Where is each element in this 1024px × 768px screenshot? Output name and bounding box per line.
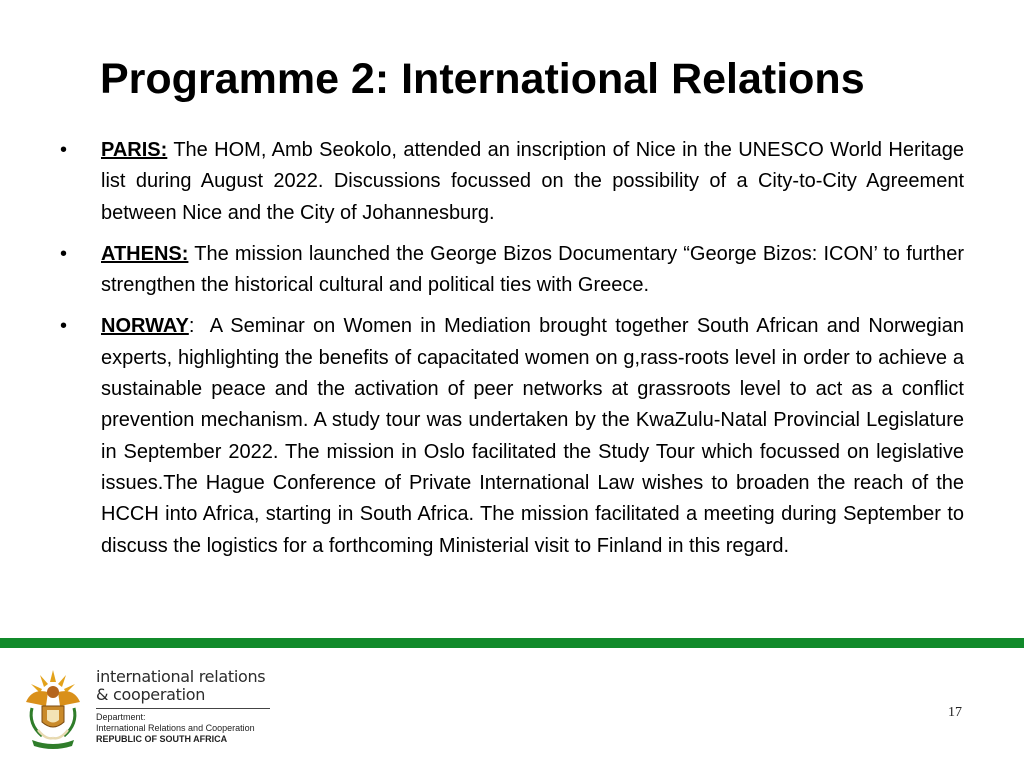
bullet-norway bbox=[60, 311, 964, 561]
bullet-separator: : bbox=[188, 315, 210, 338]
brand-divider bbox=[96, 708, 270, 709]
department-name: International Relations and Cooperation bbox=[96, 723, 255, 733]
country-name: REPUBLIC OF SOUTH AFRICA bbox=[96, 734, 228, 744]
brand-name-line-2: & cooperation bbox=[96, 685, 206, 704]
bullet-dot-icon: • bbox=[60, 242, 68, 265]
bullet-body: A Seminar on Women in Mediation brought together South African and Norwegian experts, highlighting the benefits of capacitated women on g,rass-roots level in order to achieve a sustainable peace and the activation of peer networks at grassroots level to act as a conflict prevention mechanism. A study tour was undertaken by the KwaZulu-Natal Provincial Legislature in September 2022. The mission in Oslo facilitated the Study Tour which focussed on legislative issues.The Hague Conference of Private International Law wishes to broaden the reach of the HCCH into Africa, starting in South Africa. The mission facilitated a meeting during September to discuss the logistics for a forthcoming Ministerial visit to Finland in this regard. bbox=[101, 315, 964, 557]
bullet-keyword: ATHENS: bbox=[101, 242, 189, 265]
bullet-text bbox=[101, 135, 964, 229]
bullet-text bbox=[101, 239, 964, 302]
footer-divider-bar bbox=[0, 638, 1024, 648]
dirco-logo bbox=[22, 668, 272, 750]
bullet-list bbox=[60, 135, 964, 572]
bullet-athens bbox=[60, 239, 964, 302]
brand-name-line-1: international relations bbox=[96, 667, 266, 686]
bullet-keyword: PARIS: bbox=[101, 139, 168, 161]
bullet-body: The mission launched the George Bizos Documentary “George Bizos: ICON’ to further strengthen the historical cultural and political ties with Greece. bbox=[101, 242, 964, 297]
bullet-paris bbox=[60, 135, 964, 229]
bullet-text bbox=[101, 311, 964, 561]
department-label: Department: bbox=[96, 712, 146, 722]
bullet-dot-icon: • bbox=[60, 139, 68, 161]
bullet-body: The HOM, Amb Seokolo, attended an inscription of Nice in the UNESCO World Heritage list during August 2022. Discussions focussed on the possibility of a City-to-City Agreement between Nice and the City of Johannesburg. bbox=[101, 139, 964, 224]
bullet-keyword: NORWAY bbox=[101, 315, 189, 338]
page-number: 17 bbox=[948, 705, 962, 720]
bullet-dot-icon: • bbox=[60, 315, 68, 338]
coat-of-arms-icon bbox=[22, 668, 84, 750]
slide-title: Programme 2: International Relations bbox=[100, 55, 865, 103]
